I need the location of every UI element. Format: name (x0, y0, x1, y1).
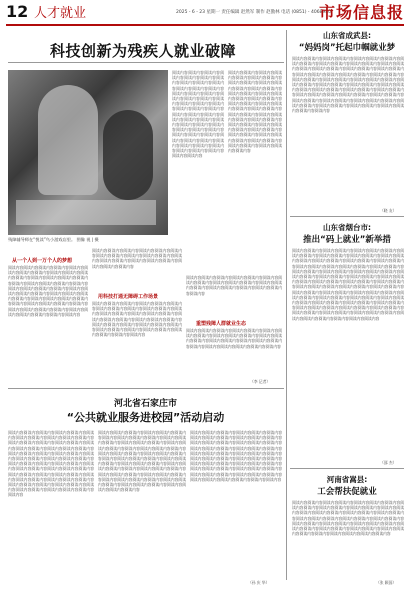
body-text-column: 阅读内容阅读内容阅读内容阅读内容阅读内容阅读内容阅读内容阅读内容阅读内容阅读内容阅读内容阅读内容阅读内容阅读内容阅读内容阅读内容阅读内容阅读内容阅读内容阅读内容阅读内容阅读内容阅读内容阅读内容阅读内容阅读内容阅读内容阅读内容阅读内容阅读内容阅读内容阅读内容阅读内容阅读内容阅读内容阅读内容阅读内容阅读内容阅读内容阅读内容阅读内容阅读内容阅读内容阅读内容阅读内容阅读内容阅读内容阅读内容阅读内容阅读内容阅读内容阅读内容阅读内容阅读内容阅读内容阅读内容阅读内容阅读内容阅读内容阅读内容阅读内容阅读内容阅读内容阅读内容阅读内容阅读内容阅读内容 (8, 430, 94, 498)
headline-rule (8, 62, 284, 63)
bottom-headline (8, 396, 283, 425)
body-text-column: 阅读内容阅读内容阅读内容阅读内容阅读内容阅读内容阅读内容阅读内容阅读内容阅读内容阅读内容阅读内容阅读内容阅读内容阅读内容阅读内容阅读内容阅读内容阅读内容阅读内容 (186, 275, 282, 296)
header-rule (6, 24, 404, 26)
right-headline (290, 474, 404, 497)
section-title: 人才就业 (34, 6, 87, 21)
newspaper-logo: 市场信息报 (318, 3, 404, 22)
body-text-column: 阅读内容阅读内容阅读内容阅读内容阅读内容阅读内容阅读内容阅读内容阅读内容阅读内容阅读内容阅读内容阅读内容阅读内容阅读内容阅读内容阅读内容阅读内容阅读内容阅读内容阅读内容阅读内容阅读内容阅读内容阅读内容阅读内容阅读内容阅读内容阅读内容阅读内容阅读内容阅读内容阅读内容阅读内容阅读内容阅读内容阅读内容阅读内容阅读内容阅读内容阅读内容阅读内容阅读内容阅读内容阅读内容阅读内容阅读内容阅读内容阅读内容阅读内容 (292, 500, 404, 537)
body-text-column: 阅读内容阅读内容阅读内容阅读内容阅读内容阅读内容阅读内容阅读内容阅读内容阅读内容阅读内容阅读内容阅读内容阅读内容阅读内容阅读内容阅读内容阅读内容阅读内容阅读内容阅读内容阅读内容阅读内容阅读内容阅读内容阅读内容阅读内容阅读内容阅读内容阅读内容阅读内容阅读内容阅读内容阅读内容阅读内容阅读内容阅读内容阅读内容阅读内容阅读内容阅读内容阅读内容阅读内容阅读内容阅读内容阅读内容阅读内容阅读内容阅读内容阅读内容阅读内容阅读内容阅读内容阅读内容阅读内容阅读内容阅读内容阅读内容阅读内容阅读内容 (190, 430, 282, 482)
page-number: 12 (6, 2, 29, 21)
article-author: （晓 友） (380, 208, 397, 213)
subhead: 用科技打通无障碍工作场景 (98, 294, 159, 300)
section-rule (8, 388, 284, 389)
section-rule (290, 216, 404, 217)
section-rule (290, 468, 404, 469)
body-text-column: 阅读内容阅读内容阅读内容阅读内容阅读内容阅读内容阅读内容阅读内容阅读内容阅读内容阅读内容阅读内容阅读内容阅读内容阅读内容阅读内容阅读内容阅读内容阅读内容阅读内容阅读内容阅读内容阅读内容阅读内容阅读内容阅读内容阅读内容阅读内容阅读内容阅读内容阅读内容阅读内容阅读内容阅读内容阅读内容阅读内容阅读内容阅读内容阅读内容阅读内容阅读内容阅读内容阅读内容阅读内容阅读内容阅读内容阅读内容阅读内容阅读内容阅读内容阅读内容阅读内容阅读内容阅读内容 (172, 70, 224, 159)
article-author: （孙 庆 华） (248, 580, 270, 585)
body-text-column: 阅读内容阅读内容阅读内容阅读内容阅读内容阅读内容阅读内容阅读内容阅读内容阅读内容阅读内容阅读内容阅读内容阅读内容阅读内容阅读内容阅读内容阅读内容阅读内容阅读内容阅读内容阅读内容阅读内容阅读内容阅读内容 (186, 328, 282, 349)
article-photo (8, 70, 168, 235)
body-text-column: 阅读内容阅读内容阅读内容阅读内容阅读内容阅读内容阅读内容阅读内容阅读内容阅读内容阅读内容阅读内容阅读内容阅读内容阅读内容阅读内容阅读内容阅读内容阅读内容阅读内容 (92, 248, 182, 269)
right-kicker: 河南省嵩县: (326, 475, 368, 484)
right-title: 工会帮扶促就业 (317, 487, 377, 497)
bottom-kicker: 河北省石家庄市 (113, 399, 177, 409)
body-text-column: 阅读内容阅读内容阅读内容阅读内容阅读内容阅读内容阅读内容阅读内容阅读内容阅读内容阅读内容阅读内容阅读内容阅读内容阅读内容阅读内容阅读内容阅读内容阅读内容阅读内容阅读内容阅读内容阅读内容阅读内容阅读内容阅读内容阅读内容阅读内容阅读内容阅读内容阅读内容阅读内容阅读内容阅读内容阅读内容阅读内容阅读内容阅读内容 (92, 301, 182, 338)
right-title: 推出“码上就业”新举措 (303, 235, 391, 245)
photo-caption: 残障辅导师在“悦读”鸟小游戏店里。 图像 视 | 摄 (8, 237, 99, 242)
body-text-column: 阅读内容阅读内容阅读内容阅读内容阅读内容阅读内容阅读内容阅读内容阅读内容阅读内容阅读内容阅读内容阅读内容阅读内容阅读内容阅读内容阅读内容阅读内容阅读内容阅读内容阅读内容阅读内容阅读内容阅读内容阅读内容阅读内容阅读内容阅读内容阅读内容阅读内容阅读内容阅读内容阅读内容阅读内容阅读内容阅读内容阅读内容阅读内容阅读内容阅读内容阅读内容阅读内容阅读内容阅读内容阅读内容阅读内容阅读内容阅读内容阅读内容阅读内容阅读内容阅读内容阅读内容阅读内容阅读内容阅读内容阅读内容阅读内容阅读内容阅读内容阅读内容阅读内容阅读内容阅读内容阅读内容阅读内容阅读内容阅读内容阅读内容阅读内容阅读内容阅读内容阅读内容阅读内容阅读内容 (292, 56, 404, 114)
right-kicker: 山东省成武县: (323, 31, 371, 40)
body-text-column: 阅读内容阅读内容阅读内容阅读内容阅读内容阅读内容阅读内容阅读内容阅读内容阅读内容阅读内容阅读内容阅读内容阅读内容阅读内容阅读内容阅读内容阅读内容阅读内容阅读内容阅读内容阅读内容阅读内容阅读内容阅读内容阅读内容阅读内容阅读内容阅读内容阅读内容阅读内容阅读内容阅读内容阅读内容阅读内容阅读内容阅读内容阅读内容阅读内容阅读内容阅读内容阅读内容阅读内容阅读内容阅读内容阅读内容阅读内容阅读内容阅读内容阅读内容阅读内容阅读内容阅读内容阅读内容阅读内容阅读内容阅读内容阅读内容阅读内容阅读内容阅读内容阅读内容阅读内容阅读内容阅读内容阅读内容 (98, 430, 186, 493)
bottom-title: “公共就业服务进校园”活动启动 (66, 411, 225, 424)
body-text-column: 阅读内容阅读内容阅读内容阅读内容阅读内容阅读内容阅读内容阅读内容阅读内容阅读内容阅读内容阅读内容阅读内容阅读内容阅读内容阅读内容阅读内容阅读内容阅读内容阅读内容阅读内容阅读内容阅读内容阅读内容阅读内容阅读内容阅读内容阅读内容阅读内容阅读内容阅读内容阅读内容阅读内容阅读内容阅读内容阅读内容阅读内容阅读内容阅读内容阅读内容阅读内容阅读内容阅读内容阅读内容阅读内容阅读内容阅读内容阅读内容阅读内容阅读内容阅读内容阅读内容阅读内容阅读内容 (228, 70, 282, 154)
article-author: （邵 杰） (380, 460, 397, 465)
right-headline (290, 30, 404, 53)
subhead: 从一个人到一万个人的梦想 (12, 258, 73, 264)
header-meta: 2025 - 6 - 23 星期一 责任编辑 赵然军 制作 赵傲林 电话 (0851) - 4068980 (176, 10, 332, 15)
body-text-column: 阅读内容阅读内容阅读内容阅读内容阅读内容阅读内容阅读内容阅读内容阅读内容阅读内容阅读内容阅读内容阅读内容阅读内容阅读内容阅读内容阅读内容阅读内容阅读内容阅读内容阅读内容阅读内容阅读内容阅读内容阅读内容阅读内容阅读内容阅读内容阅读内容阅读内容阅读内容阅读内容阅读内容阅读内容阅读内容阅读内容阅读内容阅读内容阅读内容阅读内容阅读内容阅读内容阅读内容阅读内容阅读内容阅读内容阅读内容阅读内容阅读内容阅读内容阅读内容阅读内容阅读内容阅读内容阅读内容阅读内容阅读内容阅读内容阅读内容阅读内容阅读内容阅读内容阅读内容阅读内容阅读内容阅读内容阅读内容阅读内容阅读内容阅读内容阅读内容阅读内容阅读内容阅读内容阅读内容阅读内容阅读内容阅读内容阅读内容阅读内容阅读内容阅读内容阅读内容阅读内容阅读内容阅读内容阅读内容阅读内容阅读内容阅读内容阅读内容阅读内容阅读内容阅读内容阅读内容阅读内容阅读内容阅读内容阅读内容阅读内容 (292, 248, 404, 321)
right-title: “妈妈岗”托起巾帼就业梦 (298, 43, 396, 53)
body-text-column: 阅读内容阅读内容阅读内容阅读内容阅读内容阅读内容阅读内容阅读内容阅读内容阅读内容阅读内容阅读内容阅读内容阅读内容阅读内容阅读内容阅读内容阅读内容阅读内容阅读内容阅读内容阅读内容阅读内容阅读内容阅读内容阅读内容阅读内容阅读内容阅读内容阅读内容阅读内容阅读内容阅读内容阅读内容阅读内容阅读内容阅读内容阅读内容阅读内容阅读内容阅读内容阅读内容阅读内容阅读内容阅读内容阅读内容阅读内容阅读内容阅读内容阅读内容阅读内容阅读内容 (8, 265, 88, 317)
article-author: （李 记者） (250, 379, 271, 384)
right-kicker: 山东省烟台市: (323, 223, 371, 232)
main-headline: 科技创新为残疾人就业破障 (49, 42, 236, 60)
subhead: 重塑残障人群就业生态 (196, 321, 247, 327)
article-author: （张 颖国） (376, 580, 397, 585)
right-headline (290, 222, 404, 245)
page-header (0, 0, 410, 22)
column-divider (286, 30, 287, 580)
